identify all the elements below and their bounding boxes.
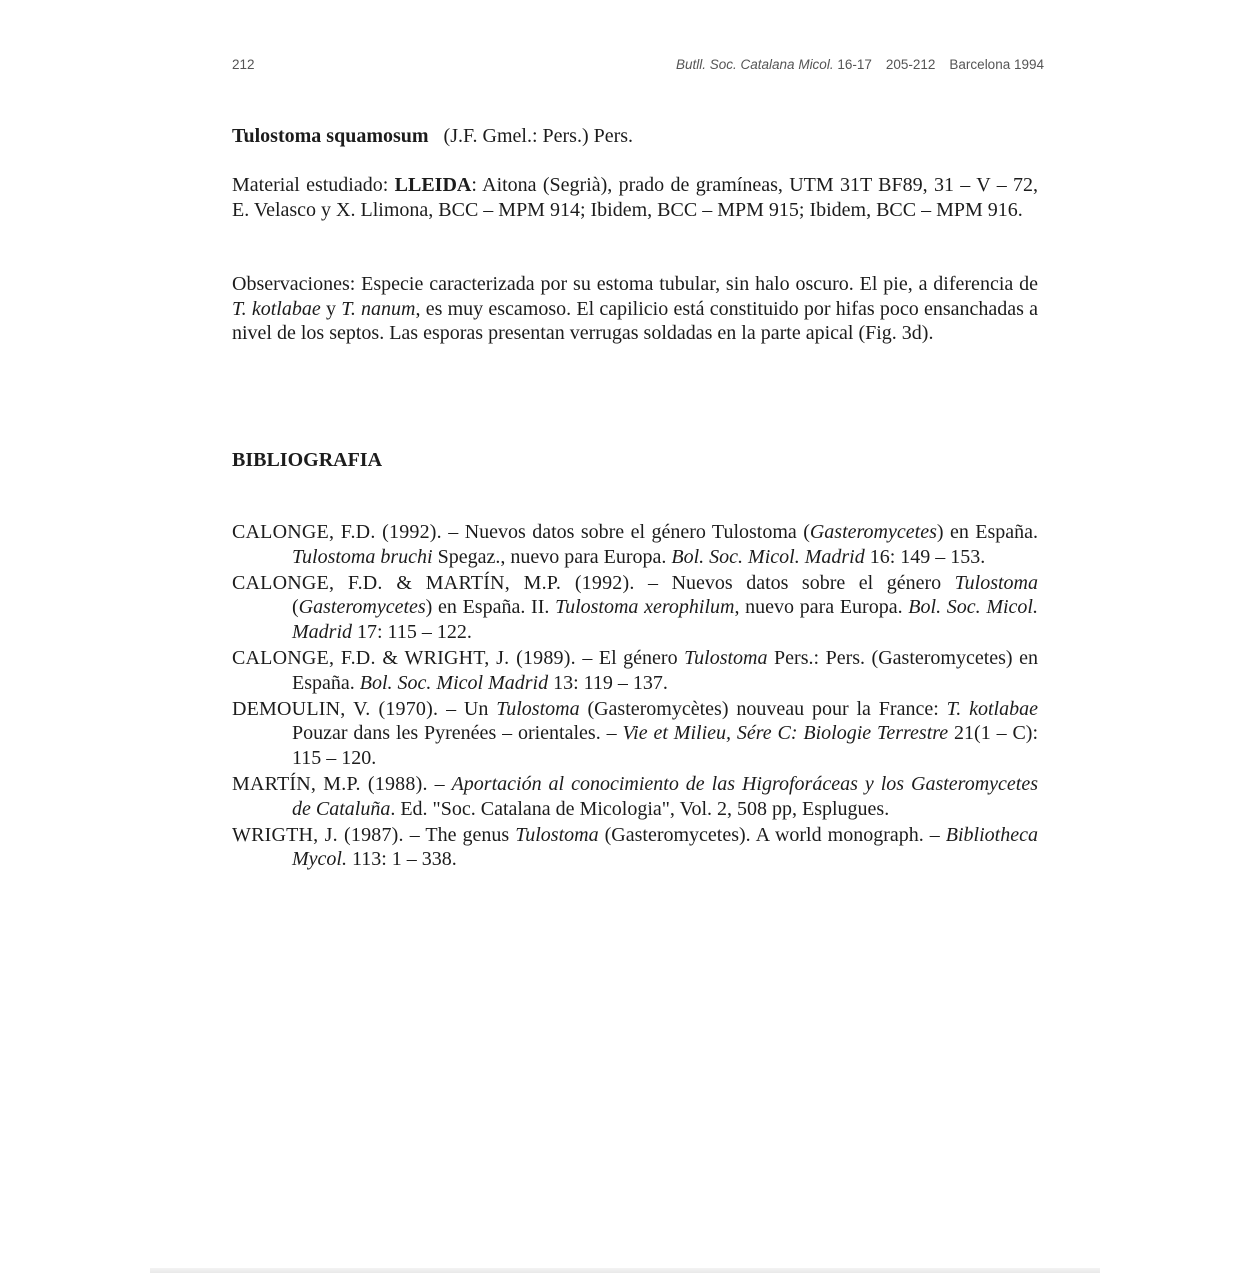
reference-text: – El género	[575, 646, 685, 669]
observations-text: y	[320, 297, 342, 320]
reference-item	[232, 646, 1038, 695]
reference-italic: Tulostoma	[496, 697, 580, 720]
material-paragraph	[232, 173, 1038, 222]
taxon-name: Tulostoma squamosum	[232, 125, 429, 147]
reference-author: WRIGTH, J. (1987).	[232, 823, 404, 846]
observations-paragraph	[232, 272, 1038, 346]
reference-journal: Bol. Soc. Micol Madrid	[359, 671, 549, 694]
reference-text: – Nuevos datos sobre el género	[634, 571, 955, 594]
reference-italic: Gasteromycetes	[298, 596, 426, 619]
taxon-heading	[232, 124, 1038, 149]
reference-text: , nuevo para Europa.	[734, 596, 909, 619]
reference-journal: Vie et Milieu, Sére C: Biologie Terrestre	[622, 722, 949, 745]
reference-text: 13: 119 – 137.	[548, 671, 668, 694]
bibliography-heading: BIBLIOGRAFIA	[232, 449, 383, 471]
running-header	[232, 57, 1044, 77]
reference-text: Pers.: Pers. (Gasteromycetes) en España.	[292, 646, 1039, 694]
reference-item	[232, 520, 1038, 569]
reference-author: CALONGE, F.D. & WRIGHT, J. (1989).	[232, 646, 576, 669]
reference-italic: T. kotlabae	[946, 697, 1038, 720]
reference-item	[232, 772, 1038, 821]
journal-volume: 16-17	[837, 57, 872, 72]
reference-text: – Nuevos datos sobre el género Tulostoma (	[441, 521, 810, 543]
reference-italic: Tulostoma	[954, 571, 1038, 594]
reference-text: (Gasteromycètes) nouveau pour la France:	[579, 697, 947, 720]
page-number: 212	[232, 57, 255, 72]
reference-text: (Gasteromycetes). A world monograph. –	[598, 823, 946, 846]
reference-text: . Ed. "Soc. Catalana de Micologia", Vol. 2, 508 pp, Esplugues.	[390, 797, 890, 820]
reference-text: 21(1 – C): 115 – 120.	[292, 722, 1038, 769]
reference-author: CALONGE, F.D. (1992).	[232, 521, 442, 543]
reference-text: – The genus	[403, 823, 516, 846]
reference-text: 17: 115 – 122.	[352, 620, 472, 643]
reference-journal: Bol. Soc. Micol. Madrid	[292, 596, 1038, 643]
reference-list	[232, 520, 1038, 873]
reference-author: DEMOULIN, V. (1970).	[232, 697, 439, 720]
reference-text: (	[292, 596, 299, 619]
observations-text: Observaciones: Especie caracterizada por su estoma tubular, sin halo oscuro. El pie, a diferencia de	[232, 273, 1038, 295]
reference-item	[232, 571, 1038, 645]
reference-text: ) en España.	[936, 521, 1038, 543]
species-name: T. nanum	[341, 297, 416, 320]
journal-name: Butll. Soc. Catalana Micol.	[676, 57, 834, 72]
journal-place-year: Barcelona 1994	[949, 57, 1044, 72]
material-text: : Aitona (Segrià), prado de gramíneas, UTM 31T BF89, 31 – V – 72, E. Velasco y X. Llimona, BCC – MPM 914; Ibidem, BCC – MPM 915; Ibidem, BCC – MPM 916.	[232, 174, 1039, 221]
reference-text: Spegaz., nuevo para Europa.	[432, 545, 672, 568]
reference-italic: Tulostoma	[515, 823, 599, 846]
journal-pages: 205-212	[885, 57, 936, 72]
reference-item	[232, 697, 1038, 771]
scan-edge-shadow	[150, 1268, 1100, 1273]
observations-text: , es muy escamoso. El capilicio está constituido por hifas poco ensanchadas a nivel de los septos. Las esporas presentan verrugas soldadas en la parte apical (Fig. 3d).	[232, 297, 1038, 345]
species-name: T. kotlabae	[232, 297, 321, 320]
reference-author: CALONGE, F.D. & MARTÍN, M.P. (1992).	[232, 571, 635, 594]
reference-text: 113: 1 – 338.	[346, 848, 457, 871]
reference-journal: Bol. Soc. Micol. Madrid	[671, 545, 865, 568]
reference-item	[232, 823, 1038, 872]
journal-citation	[676, 57, 1044, 72]
reference-text: – Un	[438, 697, 497, 720]
reference-italic: Gasteromycetes	[809, 521, 937, 543]
reference-text: –	[427, 772, 452, 795]
taxon-authority: (J.F. Gmel.: Pers.) Pers.	[443, 125, 634, 147]
reference-italic: Tulostoma bruchi	[292, 545, 433, 568]
material-region: LLEIDA	[394, 174, 472, 196]
reference-author: MARTÍN, M.P. (1988).	[232, 772, 428, 795]
reference-text: Pouzar dans les Pyrenées – orientales. –	[292, 722, 623, 745]
reference-italic: Tulostoma xerophilum	[555, 596, 735, 619]
reference-italic: Aportación al conocimiento de las Higroforáceas y los Gasteromycetes de Cataluña	[292, 772, 1038, 820]
reference-text: ) en España. II.	[425, 596, 556, 619]
material-label: Material estudiado:	[232, 174, 389, 196]
reference-italic: Tulostoma	[684, 646, 768, 669]
reference-text: 16: 149 – 153.	[864, 545, 986, 568]
reference-journal: Bibliotheca Mycol.	[292, 823, 1038, 871]
